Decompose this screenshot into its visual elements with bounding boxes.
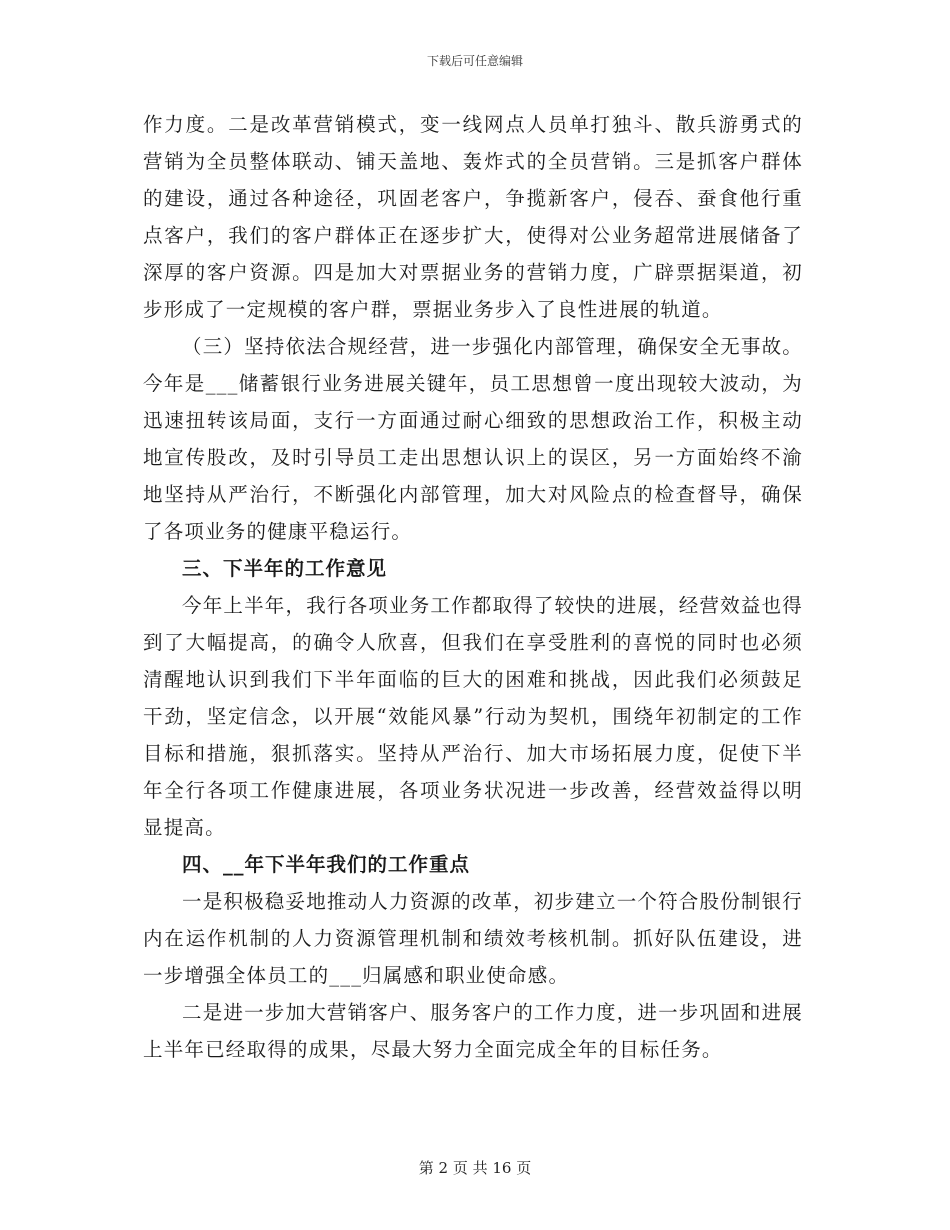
paragraph-second-half-opinion: 今年上半年，我行各项业务工作都取得了较快的进展，经营效益也得到了大幅提高，的确令人欣喜，但我们在享受胜利的喜悦的同时也必须清醒地认识到我们下半年面临的巨大的困难和挑战，因此我们必须鼓足干劲，坚定信念，以开展“效能风暴”行动为契机，围绕年初制定的工作目标和措施，狠抓落实。坚持从严治行、加大市场拓展力度，促使下半年全行各项工作健康进展，各项业务状况进一步改善，经营效益得以明显提高。 [143, 594, 804, 839]
paragraph-marketing-service: 二是进一步加大营销客户、服务客户的工作力度，进一步巩固和进展上半年已经取得的成果，尽最大努力全面完成全年的目标任务。 [143, 1001, 804, 1061]
section-heading-4: 四、__年下半年我们的工作重点 [182, 853, 471, 876]
document-body [143, 106, 803, 1068]
page-header: 下载后可任意编辑 [426, 54, 523, 68]
section-heading-3: 三、下半年的工作意见 [182, 557, 388, 580]
page-footer: 第 2 页 共 16 页 [418, 1159, 532, 1177]
paragraph-compliance: （三）坚持依法合规经营，进一步强化内部管理，确保安全无事故。今年是___储蓄银行业务进展关键年，员工思想曾一度出现较大波动，为迅速扭转该局面，支行一方面通过耐心细致的思想政治工作，积极主动地宣传股改，及时引导员工走出思想认识上的误区，另一方面始终不渝地坚持从严治行，不断强化内部管理，加大对风险点的检查督导，确保了各项业务的健康平稳运行。 [143, 335, 804, 543]
paragraph-hr-reform: 一是积极稳妥地推动人力资源的改革，初步建立一个符合股份制银行内在运作机制的人力资源管理机制和绩效考核机制。抓好队伍建设，进一步增强全体员工的___归属感和职业使命感。 [143, 890, 804, 987]
paragraph-marketing: 作力度。二是改革营销模式，变一线网点人员单打独斗、散兵游勇式的营销为全员整体联动、铺天盖地、轰炸式的全员营销。三是抓客户群体的建设，通过各种途径，巩固老客户，争揽新客户，侵吞、蚕食他行重点客户，我们的客户群体正在逐步扩大，使得对公业务超常进展储备了深厚的客户资源。四是加大对票据业务的营销力度，广辟票据渠道，初步形成了一定规模的客户群，票据业务步入了良性进展的轨道。 [143, 113, 803, 321]
